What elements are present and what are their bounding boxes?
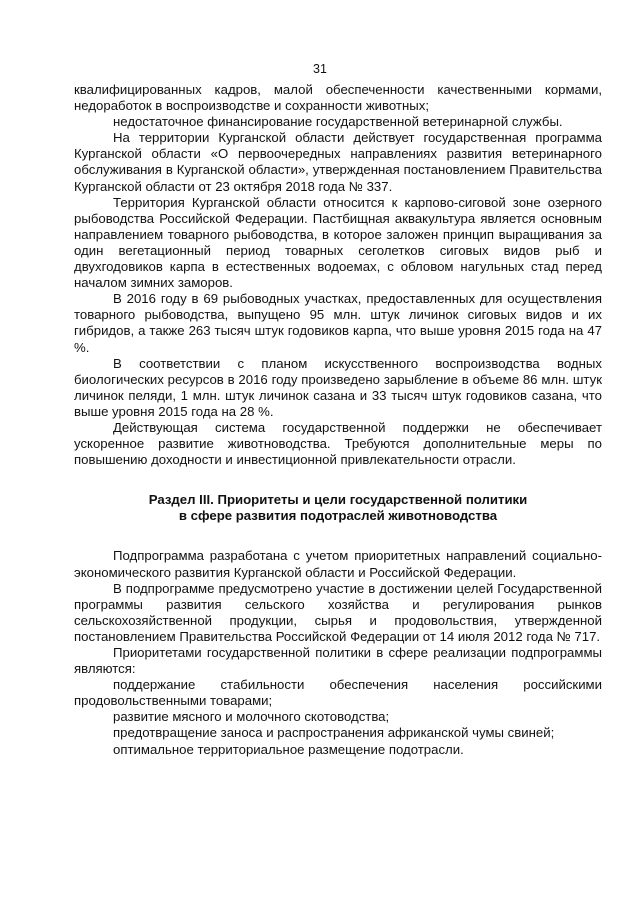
section-heading-line-2: в сфере развития подотраслей животноводства	[178, 508, 498, 524]
section-heading	[74, 492, 602, 524]
paragraph-fish-restocking: В соответствии с планом искусственного воспроизводства водных биологических ресурсов в 2016 году произведено зарыбление в объеме 86 млн. штук личинок пеляди, 1 млн. штук личинок сазана и 33 тысяч штук годовиков сазана, что выше уровня 2015 года на 28 %.	[74, 355, 602, 419]
paragraph-continuation: квалифицированных кадров, малой обеспеченности качественными кормами, недоработок в воспроизводстве и сохранности животных;	[74, 82, 602, 114]
page-number: 31	[313, 62, 327, 76]
list-item-priority: поддержание стабильности обеспечения населения российскими продовольственными товарами;	[74, 677, 602, 709]
section-heading-line-1: Раздел III. Приоритеты и цели государственной политики	[148, 492, 528, 508]
list-item-priority: предотвращение заноса и распространения африканской чумы свиней;	[113, 725, 555, 741]
list-item-priority: оптимальное территориальное размещение подотрасли.	[113, 741, 464, 757]
paragraph-fish-zone: Территория Курганской области относится к карпово-сиговой зоне озерного рыбоводства Российской Федерации. Пастбищная аквакультура является основным направлением товарного рыбоводства, в которое заложен принцип выращивания за один вегетационный период товарных сеголетков сиговых видов рыб и двухгодовиков карпа в естественных водоемах, с обловом нагульных стад перед началом зимних заморов.	[74, 194, 602, 291]
paragraph-vet-program: На территории Курганской области действует государственная программа Курганской области «О первоочередных направлениях развития ветеринарного обслуживания в Курганской области», утвержденная постановлением Правительства Курганской области от 23 октября 2018 года № 337.	[74, 130, 602, 194]
paragraph-subprogram-participation: В подпрограмме предусмотрено участие в достижении целей Государственной программы развития сельского хозяйства и регулирования рынков сельскохозяйственной продукции, сырья и продовольствия, утвержденной постановлением Правительства Российской Федерации от 14 июля 2012 года № 717.	[74, 580, 602, 644]
paragraph-subprogram-basis: Подпрограмма разработана с учетом приоритетных направлений социально-экономического развития Курганской области и Российской Федерации.	[74, 548, 602, 580]
document-body	[74, 82, 602, 758]
paragraph-priorities-intro: Приоритетами государственной политики в сфере реализации подпрограммы являются:	[74, 645, 602, 677]
paragraph-fish-2016: В 2016 году в 69 рыбоводных участках, предоставленных для осуществления товарного рыбоводства, выпущено 95 млн. штук личинок сиговых видов и их гибридов, а также 263 тысяч штук годовиков карпа, что выше уровня 2015 года на 47 %.	[74, 291, 602, 355]
paragraph-state-support: Действующая система государственной поддержки не обеспечивает ускоренное развитие животноводства. Требуются дополнительные меры по повышению доходности и инвестиционной привлекательности отрасли.	[74, 419, 602, 468]
paragraph-vet-funding: недостаточное финансирование государственной ветеринарной службы.	[113, 114, 563, 130]
list-item-priority: развитие мясного и молочного скотоводства;	[113, 709, 390, 725]
